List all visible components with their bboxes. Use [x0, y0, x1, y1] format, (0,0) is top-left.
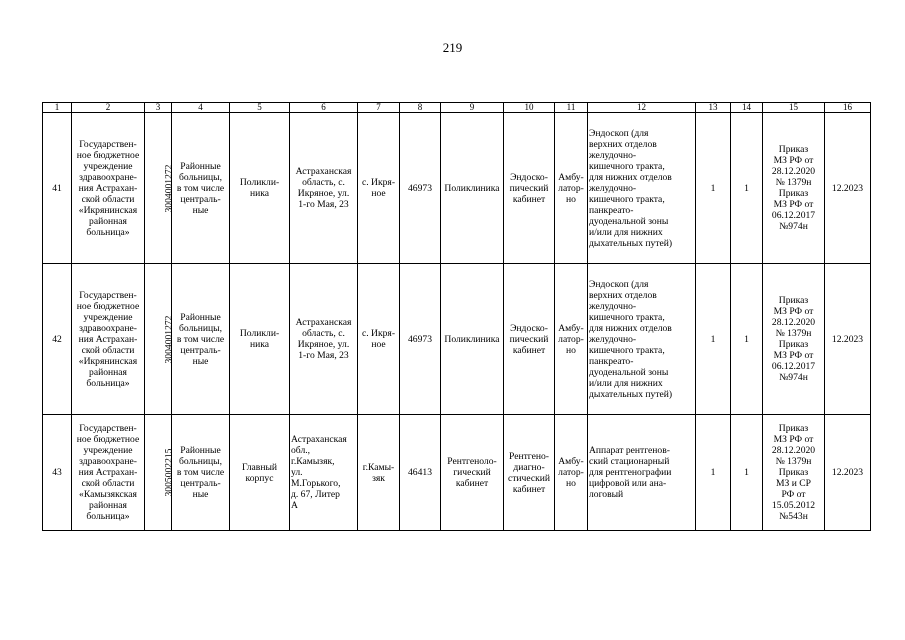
care-conditions: Амбу- латор- но — [555, 264, 588, 415]
table-row — [43, 113, 871, 264]
locality: с. Икря- ное — [358, 113, 400, 264]
room: Эндоско- пический кабинет — [504, 264, 555, 415]
organization-code: 3004001272 — [163, 315, 175, 363]
equipment-name: Эндоскоп (для верхних отделов желудочно- кишечного тракта, для нижних отделов желудочно- кишечного тракта, панкреато- дуоденальной зоны и/или для нижних дыхательных путей) — [588, 264, 696, 415]
quantity-13: 1 — [696, 415, 731, 531]
organization-code: 3004001272 — [163, 164, 175, 212]
facility-type: Районные больницы, в том числе централь- ные — [172, 415, 230, 531]
oktmo-code: 46413 — [400, 415, 441, 531]
facility-type: Районные больницы, в том числе централь- ные — [172, 113, 230, 264]
regulation-order: Приказ МЗ РФ от 28.12.2020 № 1379н Приказ МЗ РФ от 06.12.2017 №974н — [763, 264, 825, 415]
column-header: 6 — [290, 103, 358, 113]
care-conditions: Амбу- латор- но — [555, 415, 588, 531]
column-header: 12 — [588, 103, 696, 113]
division: Рентгеноло- гический кабинет — [441, 415, 504, 531]
column-header: 5 — [230, 103, 290, 113]
organization-code: 3005002215 — [163, 448, 175, 497]
row-number: 42 — [43, 264, 72, 415]
column-header: 8 — [400, 103, 441, 113]
column-number-row — [43, 103, 871, 113]
structural-unit: Главный корпус — [230, 415, 290, 531]
deadline-date: 12.2023 — [825, 113, 871, 264]
deadline-date: 12.2023 — [825, 264, 871, 415]
quantity-13: 1 — [696, 113, 731, 264]
address: Астраханская область, с. Икряное, ул. 1-го Мая, 23 — [290, 264, 358, 415]
column-header: 15 — [763, 103, 825, 113]
organization-code-cell — [145, 113, 175, 264]
quantity-14: 1 — [731, 415, 763, 531]
facility-type: Районные больницы, в том числе централь- ные — [172, 264, 230, 415]
column-header: 7 — [358, 103, 400, 113]
column-header: 4 — [172, 103, 230, 113]
division: Поликлиника — [441, 113, 504, 264]
column-header: 16 — [825, 103, 871, 113]
address: Астраханская область, с. Икряное, ул. 1-го Мая, 23 — [290, 113, 358, 264]
column-header: 14 — [731, 103, 763, 113]
address: Астраханская обл., г.Камызяк, ул. М.Горького, д. 67, Литер А — [290, 415, 358, 531]
quantity-13: 1 — [696, 264, 731, 415]
structural-unit: Поликли- ника — [230, 113, 290, 264]
column-header: 11 — [555, 103, 588, 113]
division: Поликлиника — [441, 264, 504, 415]
care-conditions: Амбу- латор- но — [555, 113, 588, 264]
regulation-order: Приказ МЗ РФ от 28.12.2020 № 1379н Приказ МЗ РФ от 06.12.2017 №974н — [763, 113, 825, 264]
column-header: 2 — [72, 103, 145, 113]
column-header: 1 — [43, 103, 72, 113]
organization-name: Государствен- ное бюджетное учреждение здравоохране- ния Астрахан- ской области «Икрянинская районная больница» — [72, 113, 145, 264]
table-row — [43, 415, 871, 531]
column-header: 3 — [145, 103, 172, 113]
deadline-date: 12.2023 — [825, 415, 871, 531]
equipment-table — [42, 102, 871, 531]
locality: г.Камы- зяк — [358, 415, 400, 531]
room: Рентгено- диагно- стический кабинет — [504, 415, 555, 531]
quantity-14: 1 — [731, 264, 763, 415]
table-row — [43, 264, 871, 415]
row-number: 41 — [43, 113, 72, 264]
quantity-14: 1 — [731, 113, 763, 264]
structural-unit: Поликли- ника — [230, 264, 290, 415]
column-header: 10 — [504, 103, 555, 113]
column-header: 9 — [441, 103, 504, 113]
locality: с. Икря- ное — [358, 264, 400, 415]
organization-code-cell — [145, 264, 175, 415]
column-header: 13 — [696, 103, 731, 113]
room: Эндоско- пический кабинет — [504, 113, 555, 264]
regulation-order: Приказ МЗ РФ от 28.12.2020 № 1379н Приказ МЗ и СР РФ от 15.05.2012 №543н — [763, 415, 825, 531]
page-number: 219 — [442, 40, 463, 55]
oktmo-code: 46973 — [400, 113, 441, 264]
equipment-name: Аппарат рентгенов- ский стационарный для рентгенографии цифровой или ана- логовый — [588, 415, 696, 531]
equipment-name: Эндоскоп (для верхних отделов желудочно- кишечного тракта, для нижних отделов желудочно- кишечного тракта, панкреато- дуоденальной зоны и/или для нижних дыхательных путей) — [588, 113, 696, 264]
organization-name: Государствен- ное бюджетное учреждение здравоохране- ния Астрахан- ской области «Камызякская районная больница» — [72, 415, 145, 531]
oktmo-code: 46973 — [400, 264, 441, 415]
row-number: 43 — [43, 415, 72, 531]
organization-name: Государствен- ное бюджетное учреждение здравоохране- ния Астрахан- ской области «Икрянинская районная больница» — [72, 264, 145, 415]
organization-code-cell — [145, 415, 175, 531]
